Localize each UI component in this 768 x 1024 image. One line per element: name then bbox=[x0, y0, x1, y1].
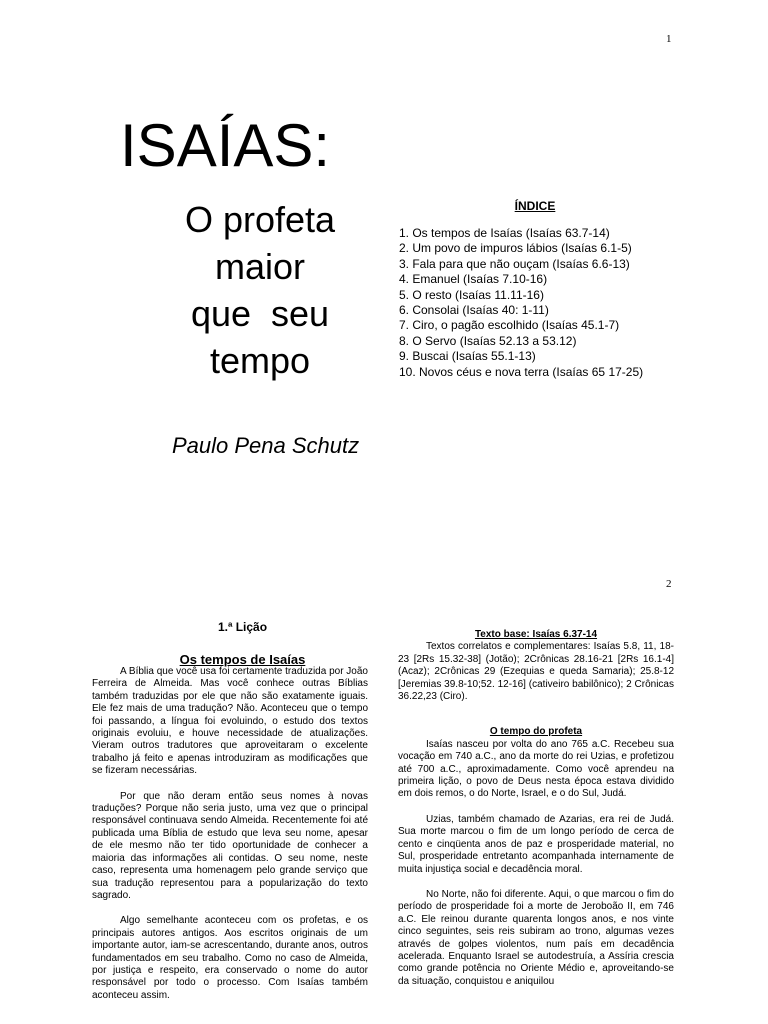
subtitle-line: que seu bbox=[190, 293, 330, 334]
index-heading: ÍNDICE bbox=[514, 199, 556, 213]
section-heading: O tempo do profeta bbox=[489, 726, 583, 738]
left-column bbox=[92, 666, 368, 1002]
index-item: 4. Emanuel (Isaías 7.10-16) bbox=[399, 272, 548, 287]
index-item: 9. Buscai (Isaías 55.1-13) bbox=[399, 349, 536, 364]
subtitle-line: tempo bbox=[209, 340, 311, 381]
subtitle-line: O profeta bbox=[184, 199, 336, 240]
page-number: 1 bbox=[666, 33, 672, 45]
body-paragraph: Isaías nasceu por volta do ano 765 a.C. Recebeu sua vocação em 740 a.C., ano da morte do rei Uzias, e profetizou até 700 a.C., aproximadamente. Como você aprendeu na primeira lição, o povo de Deus nesta época estava dividido em dois remos, o do Norte, Israel, e o do Sul, Judá. bbox=[398, 738, 674, 800]
index-item: 8. O Servo (Isaías 52.13 a 53.12) bbox=[399, 333, 577, 348]
book-title: ISAÍAS: bbox=[120, 112, 331, 179]
index-item: 1. Os tempos de Isaías (Isaías 63.7-14) bbox=[399, 226, 610, 240]
body-paragraph: Uzias, também chamado de Azarias, era rei de Judá. Sua morte marcou o fim de um longo período de cerca de cento e cinqüenta anos de paz e prosperidade material, no Sul, prosperidade entretanto acompanhada internamente de muita injustiça social e decadência moral. bbox=[398, 813, 674, 875]
page-number: 2 bbox=[666, 578, 672, 590]
index-item: 3. Fala para que não ouçam (Isaías 6.6-13) bbox=[399, 256, 630, 271]
author-name: Paulo Pena Schutz bbox=[172, 433, 360, 458]
related-texts: Textos correlatos e complementares: Isaías 5.8, 11, 18-23 [2Rs 15.32-38] (Jotão); 2Crônicas 28.16-21 [2Rs 16.1-4] (Acaz); 2Crônicas 29 (Ezequias e queda Samaria); 25.8-12 [Jeremias 39.8-10;52. 12-16] (cativeiro babilônico); 2 Crônicas 36.22,23 (Ciro). bbox=[398, 641, 674, 703]
body-paragraph: A Bíblia que você usa foi certamente traduzida por João Ferreira de Almeida. Mas você conhece outras Bíblias também traduzidas por ele que não são exatamente iguais. Ele fez mais de uma tradução? Não. Aconteceu que o tempo foi passando, a língua foi evoluindo, o estudo dos textos originais evoluiu, e houve necessidade de atualizações. Vieram outros tradutores que aproveitaram o excelente trabalho já feito e apenas introduziram as modificações que se fizeram necessárias. bbox=[92, 666, 368, 777]
subtitle-line: maior bbox=[214, 246, 306, 287]
index-item: 10. Novos céus e nova terra (Isaías 65 17-25) bbox=[399, 364, 644, 379]
body-paragraph: Algo semelhante aconteceu com os profetas, e os principais autores antigos. Aos escritos originais de um importante autor, iam-se acrescentando, durante anos, outros fundamentados em seu trabalho. Como no caso de Almeida, por justiça e respeito, era conservado o nome do autor responsável por todo o processo. Com Isaías também aconteceu assim. bbox=[92, 915, 368, 1001]
index-item: 5. O resto (Isaías 11.11-16) bbox=[399, 287, 544, 302]
index-item: 2. Um povo de impuros lábios (Isaías 6.1-5) bbox=[399, 241, 632, 256]
lesson-label: 1.ª Lição bbox=[217, 620, 268, 634]
body-paragraph: No Norte, não foi diferente. Aqui, o que marcou o fim do período de prosperidade foi a morte de Jeroboão II, em 746 a.C. Ele reinou durante quarenta longos anos, e nos vinte cinco seguintes, seis reis subiram ao trono, algumas vezes através de golpes violentos, num país em decadência acelerada. Enquanto Israel se autodestruía, a Assíria crescia como grande potência no Oriente Médio e, aproveitando-se da situação, conquistou e aniquilou bbox=[398, 888, 674, 987]
lesson-title: Os tempos de Isaías bbox=[179, 652, 306, 667]
book-subtitle bbox=[120, 196, 400, 384]
index-item: 7. Ciro, o pagão escolhido (Isaías 45.1-7) bbox=[399, 318, 620, 333]
index-item: 6. Consolai (Isaías 40: 1-11) bbox=[399, 303, 549, 318]
base-text-heading: Texto base: Isaías 6.37-14 bbox=[474, 629, 598, 640]
body-paragraph: Por que não deram então seus nomes à novas traduções? Porque não seria justo, uma vez que o principal responsável continuava sendo Almeida. Recentemente foi até publicada uma Bíblia de estudo que leva seu nome, apesar de ele mesmo não ter tido oportunidade de conhecer a maioria das informações ali contidas. O seu nome, neste caso, representa uma homenagem pelo grande serviço que sua tradução representou para a popularização do texto sagrado. bbox=[92, 790, 368, 901]
right-column bbox=[398, 629, 674, 988]
index-list bbox=[399, 226, 699, 380]
